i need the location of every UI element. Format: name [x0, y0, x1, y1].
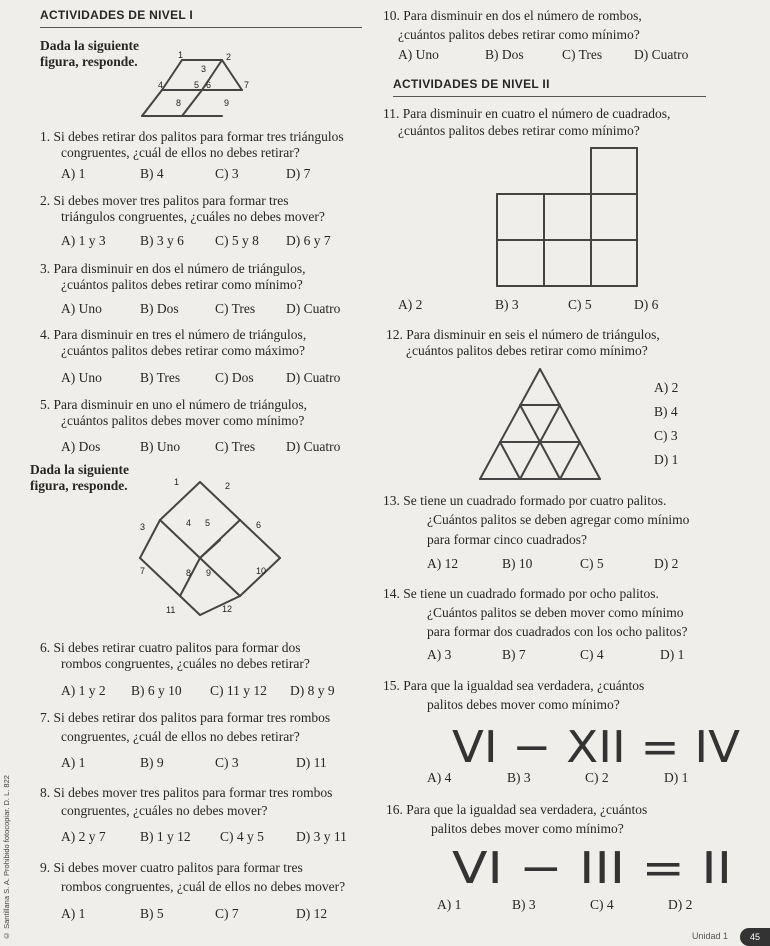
intro-line: figura, responde. — [40, 54, 138, 69]
q13-option: B) 10 — [502, 556, 533, 571]
equation-15-text: VI − XII = IV — [452, 722, 740, 773]
q10-option: C) Tres — [562, 47, 603, 62]
question-5-text: 5. Para disminuir en uno el número de triángulos, — [40, 397, 307, 412]
q3-option: B) Dos — [140, 301, 179, 316]
q1-option: C) 3 — [215, 166, 239, 181]
q12-option: D) 1 — [654, 452, 679, 467]
level-one-heading: ACTIVIDADES DE NIVEL I — [40, 8, 194, 22]
q10-option: B) Dos — [485, 47, 524, 62]
roman-equation-15 — [452, 720, 742, 773]
page-number: 45 — [740, 928, 770, 946]
question-9-text: 9. Si debes mover cuatro palitos para formar tres — [40, 860, 303, 875]
q16-option: C) 4 — [590, 897, 614, 912]
fig2-label: 3 — [140, 522, 146, 532]
q12-option: B) 4 — [654, 404, 678, 419]
question-4-text: ¿cuántos palitos debes retirar como máximo? — [61, 343, 306, 358]
rhombus-matchstick-figure — [130, 470, 280, 620]
q7-option: B) 9 — [140, 755, 164, 770]
q13-option: A) 12 — [427, 556, 459, 571]
fig1-label: 2 — [226, 52, 232, 62]
q4-option: A) Uno — [61, 370, 102, 385]
q4-option: C) Dos — [215, 370, 254, 385]
q15-option: C) 2 — [585, 770, 609, 785]
q2-option: B) 3 y 6 — [140, 233, 184, 248]
q14-option: C) 4 — [580, 647, 604, 662]
question-1-text: 1. Si debes retirar dos palitos para formar tres triángulos — [40, 129, 344, 144]
q7-option: C) 3 — [215, 755, 239, 770]
q8-option: A) 2 y 7 — [61, 829, 106, 844]
question-15-text: palitos debes mover como mínimo? — [427, 697, 620, 712]
fig2-label: 8 — [186, 568, 192, 578]
fig2-label: 7 — [140, 566, 146, 576]
q9-option: C) 7 — [215, 906, 239, 921]
q16-option: D) 2 — [668, 897, 693, 912]
q11-option: A) 2 — [398, 297, 423, 312]
q3-option: C) Tres — [215, 301, 256, 316]
q7-option: A) 1 — [61, 755, 86, 770]
q5-option: B) Uno — [140, 439, 181, 454]
heading-rule — [40, 27, 362, 28]
q6-option: C) 11 y 12 — [210, 683, 267, 698]
roman-equation-16 — [452, 842, 734, 894]
question-3-text: 3. Para disminuir en dos el número de triángulos, — [40, 261, 306, 276]
triangles-matchstick-figure — [478, 367, 603, 482]
q14-option: D) 1 — [660, 647, 685, 662]
question-3-text: ¿cuántos palitos debes retirar como mínimo? — [61, 277, 303, 292]
question-6-text: 6. Si debes retirar cuatro palitos para formar dos — [40, 640, 301, 655]
level-two-heading: ACTIVIDADES DE NIVEL II — [393, 77, 550, 91]
q13-option: D) 2 — [654, 556, 679, 571]
q8-option: C) 4 y 5 — [220, 829, 264, 844]
question-2-text: triángulos congruentes, ¿cuáles no debes mover? — [61, 209, 325, 224]
fig1-label: 3 — [201, 64, 207, 74]
question-12-text: ¿cuántos palitos debes retirar como mínimo? — [406, 343, 648, 358]
fig1-label: 7 — [244, 80, 250, 90]
q16-option: A) 1 — [437, 897, 462, 912]
question-4-text: 4. Para disminuir en tres el número de triángulos, — [40, 327, 307, 342]
copyright-notice: © Santillana S. A. Prohibido fotocopiar. D. L. 822 — [2, 775, 11, 940]
question-1-text: congruentes, ¿cuál de ellos no debes retirar? — [61, 145, 300, 160]
squares-matchstick-figure — [497, 148, 642, 294]
q12-option: A) 2 — [654, 380, 679, 395]
q15-option: A) 4 — [427, 770, 452, 785]
q2-option: A) 1 y 3 — [61, 233, 106, 248]
question-13-text: ¿Cuántos palitos se deben agregar como mínimo — [427, 512, 690, 527]
q6-option: D) 8 y 9 — [290, 683, 335, 698]
question-8-text: 8. Si debes mover tres palitos para formar tres rombos — [40, 785, 333, 800]
q8-option: B) 1 y 12 — [140, 829, 191, 844]
fig2-label: 5 — [205, 518, 211, 528]
question-2-text: 2. Si debes mover tres palitos para formar tres — [40, 193, 289, 208]
heading-rule — [393, 96, 706, 97]
q4-option: B) Tres — [140, 370, 181, 385]
fig2-label: 4 — [186, 518, 192, 528]
fig1-label: 5 — [194, 80, 200, 90]
q14-option: A) 3 — [427, 647, 452, 662]
fig1-label: 4 — [158, 80, 164, 90]
q3-option: A) Uno — [61, 301, 102, 316]
fig1-label: 1 — [178, 50, 184, 60]
q5-option: A) Dos — [61, 439, 101, 454]
q5-option: C) Tres — [215, 439, 256, 454]
question-11-text: 11. Para disminuir en cuatro el número de cuadrados, — [383, 106, 671, 121]
q9-option: D) 12 — [296, 906, 328, 921]
unit-label: Unidad 1 — [692, 931, 729, 941]
question-12-text: 12. Para disminuir en seis el número de triángulos, — [386, 327, 660, 342]
q1-option: A) 1 — [61, 166, 86, 181]
question-10-text: 10. Para disminuir en dos el número de rombos, — [383, 8, 642, 23]
q15-option: B) 3 — [507, 770, 531, 785]
fig1-label: 8 — [176, 98, 182, 108]
q3-option: D) Cuatro — [286, 301, 341, 316]
q11-option: C) 5 — [568, 297, 592, 312]
question-5-text: ¿cuántos palitos debes mover como mínimo? — [61, 413, 305, 428]
question-9-text: rombos congruentes, ¿cuál de ellos no debes mover? — [61, 879, 346, 894]
question-6-text: rombos congruentes, ¿cuáles no debes retirar? — [61, 656, 310, 671]
fig2-label: 9 — [206, 568, 212, 578]
fig2-label: 12 — [222, 604, 233, 614]
question-14-text: para formar dos cuadrados con los ocho palitos? — [427, 624, 688, 639]
q10-option: D) Cuatro — [634, 47, 689, 62]
q16-option: B) 3 — [512, 897, 536, 912]
q8-option: D) 3 y 11 — [296, 829, 347, 844]
fig1-label: 9 — [224, 98, 230, 108]
question-7-text: congruentes, ¿cuál de ellos no debes retirar? — [61, 729, 300, 744]
question-14-text: ¿Cuántos palitos se deben mover como mínimo — [427, 605, 684, 620]
triangle-matchstick-figure — [140, 48, 280, 120]
intro-line: Dada la siguiente — [40, 38, 140, 53]
fig2-label: 1 — [174, 477, 180, 487]
q1-option: D) 7 — [286, 166, 311, 181]
q12-option: C) 3 — [654, 428, 678, 443]
q10-option: A) Uno — [398, 47, 439, 62]
q13-option: C) 5 — [580, 556, 604, 571]
q2-option: C) 5 y 8 — [215, 233, 259, 248]
fig2-label: 2 — [225, 481, 231, 491]
equation-16-text: VI − III = II — [452, 843, 732, 894]
question-13-text: 13. Se tiene un cuadrado formado por cuatro palitos. — [383, 493, 667, 508]
question-16-text: 16. Para que la igualdad sea verdadera, ¿cuántos — [386, 802, 648, 817]
q6-option: A) 1 y 2 — [61, 683, 106, 698]
q2-option: D) 6 y 7 — [286, 233, 331, 248]
q11-option: D) 6 — [634, 297, 659, 312]
q5-option: D) Cuatro — [286, 439, 341, 454]
question-10-text: ¿cuántos palitos debes retirar como mínimo? — [398, 27, 640, 42]
q1-option: B) 4 — [140, 166, 164, 181]
q9-option: A) 1 — [61, 906, 86, 921]
q4-option: D) Cuatro — [286, 370, 341, 385]
q9-option: B) 5 — [140, 906, 164, 921]
question-7-text: 7. Si debes retirar dos palitos para formar tres rombos — [40, 710, 331, 725]
q11-option: B) 3 — [495, 297, 519, 312]
intro-line: Dada la siguiente — [30, 462, 130, 477]
q15-option: D) 1 — [664, 770, 689, 785]
question-16-text: palitos debes mover como mínimo? — [431, 821, 624, 836]
fig2-label: 11 — [166, 605, 176, 615]
fig2-label: 10 — [256, 566, 267, 576]
question-8-text: congruentes, ¿cuáles no debes mover? — [61, 803, 268, 818]
q6-option: B) 6 y 10 — [131, 683, 182, 698]
q7-option: D) 11 — [296, 755, 327, 770]
question-14-text: 14. Se tiene un cuadrado formado por ocho palitos. — [383, 586, 659, 601]
question-11-text: ¿cuántos palitos debes retirar como mínimo? — [398, 123, 640, 138]
fig2-label: 6 — [256, 520, 262, 530]
fig1-label: 6 — [206, 80, 212, 90]
q14-option: B) 7 — [502, 647, 526, 662]
question-15-text: 15. Para que la igualdad sea verdadera, ¿cuántos — [383, 678, 645, 693]
intro-line: figura, responde. — [30, 478, 128, 493]
question-13-text: para formar cinco cuadrados? — [427, 532, 588, 547]
